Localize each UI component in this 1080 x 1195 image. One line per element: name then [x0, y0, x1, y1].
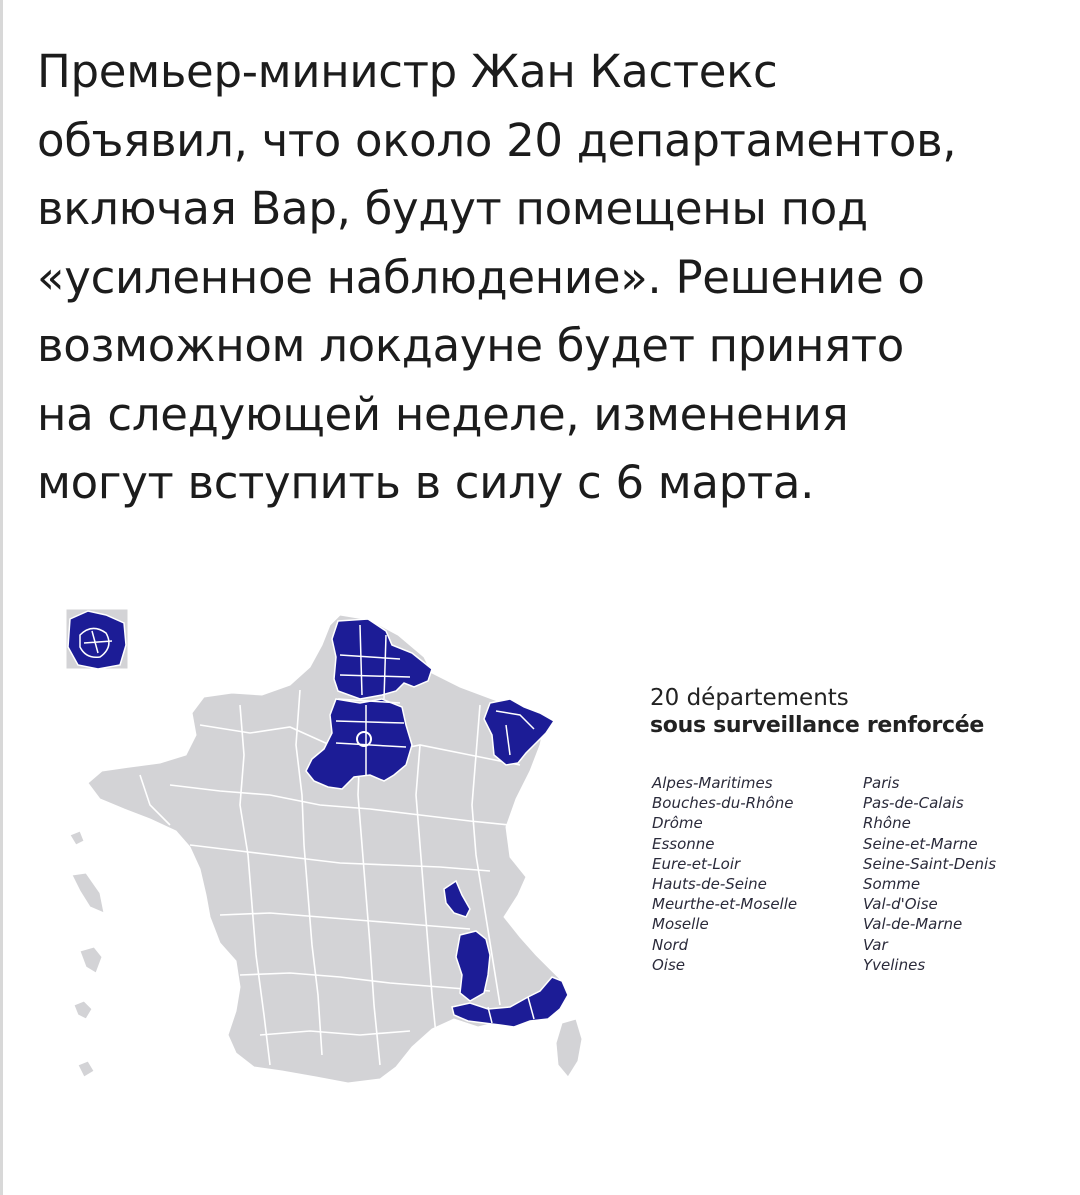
idf-inset	[66, 609, 128, 669]
post-text-line: на следующей неделе, изменения	[37, 387, 849, 441]
legend-department: Bouches-du-Rhône	[652, 794, 794, 813]
legend-department: Val-de-Marne	[863, 915, 963, 934]
overseas-mayotte	[78, 1061, 94, 1077]
legend-department: Oise	[652, 955, 686, 974]
corsica	[556, 1019, 582, 1077]
legend-department: Eure-et-Loir	[652, 854, 741, 873]
legend-column-2	[863, 773, 996, 975]
post-text-line: объявил, что около 20 департаментов,	[37, 113, 957, 167]
legend-department: Nord	[652, 935, 689, 954]
legend-subtitle: sous surveillance renforcée	[650, 713, 984, 738]
post-text-line: Премьер-министр Жан Кастекс	[37, 45, 778, 98]
legend-department: Somme	[863, 875, 921, 894]
lorraine-departments-region	[484, 699, 554, 765]
idf-inset-region	[68, 611, 126, 669]
legend-department: Seine-Saint-Denis	[863, 854, 997, 873]
legend-department: Moselle	[652, 915, 709, 934]
legend-department: Drôme	[652, 814, 703, 833]
legend-department: Var	[863, 935, 888, 954]
left-edge-divider	[0, 0, 3, 1195]
overseas-guadeloupe	[70, 831, 84, 845]
legend-department: Paris	[863, 774, 900, 792]
drome-department-region	[456, 931, 490, 1001]
post-text	[37, 38, 1047, 518]
legend-department: Yvelines	[863, 955, 926, 974]
overseas-martinique	[72, 873, 104, 913]
legend-department: Seine-et-Marne	[863, 834, 978, 853]
map-legend	[650, 685, 1070, 974]
legend-department: Pas-de-Calais	[863, 794, 964, 813]
legend-department: Val-d'Oise	[863, 895, 938, 914]
france-map-svg	[40, 595, 600, 1095]
legend-column-1	[652, 773, 797, 975]
post-text-line: могут вступить в силу с 6 марта.	[37, 456, 815, 509]
post-text-line: «усиленное наблюдение». Решение о	[37, 250, 925, 304]
legend-department: Alpes-Maritimes	[652, 774, 773, 792]
post-text-line: включая Вар, будут помещены под	[37, 182, 868, 235]
france-map	[40, 595, 600, 1095]
legend-department: Essonne	[652, 834, 715, 853]
overseas-reunion	[74, 1001, 92, 1019]
legend-department: Meurthe-et-Moselle	[652, 895, 798, 914]
overseas-guyane	[80, 947, 102, 973]
legend-title: 20 départements	[650, 685, 849, 711]
post-text-line: возможном локдауне будет принято	[37, 319, 904, 372]
legend-department: Hauts-de-Seine	[652, 875, 767, 894]
legend-department: Rhône	[863, 814, 911, 833]
